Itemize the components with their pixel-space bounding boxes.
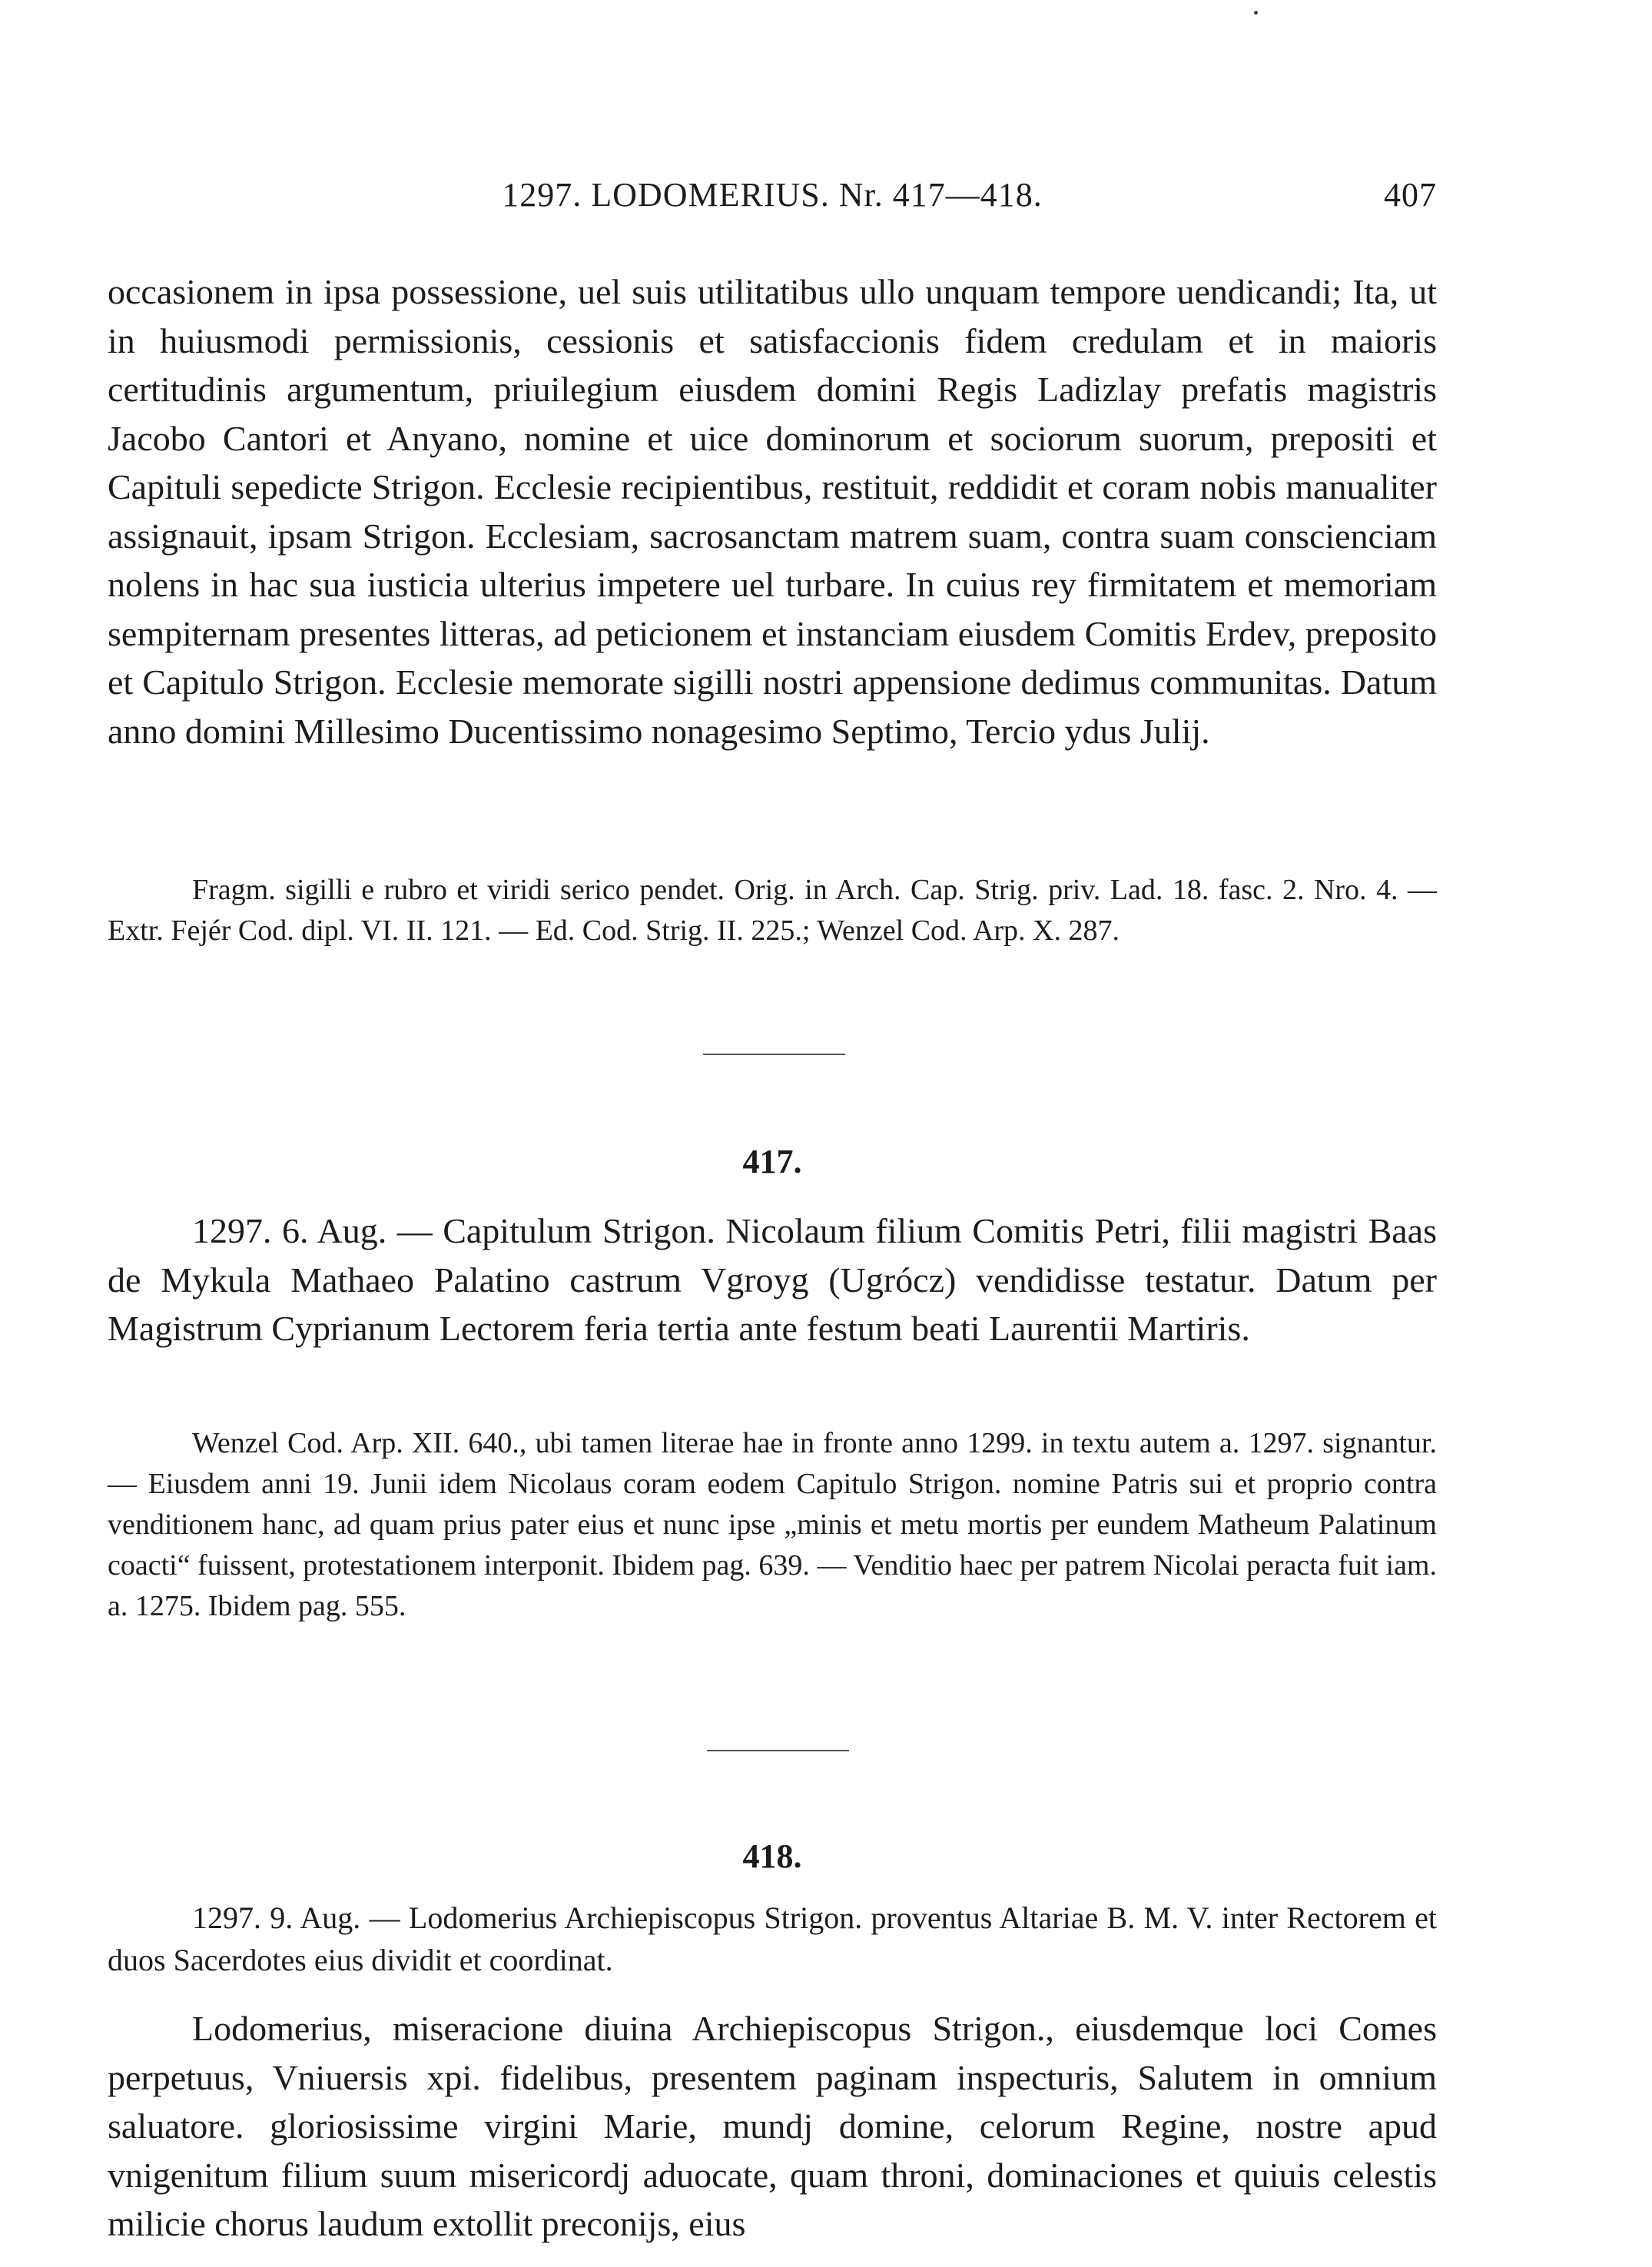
document-417-summary: 1297. 6. Aug. — Capitulum Strigon. Nicolaum filium Comitis Petri, filii magistri Baas de Mykula Mathaeo Palatino castrum Vgroyg (Ugrócz) vendidisse testatur. Datum per Magistrum Cyprianum Lectorem feria tertia ante festum beati Laurentii Martiris. xyxy=(108,1211,1437,1348)
running-header xyxy=(108,175,1437,221)
document-418-text: Lodomerius, miseracione diuina Archiepiscopus Strigon., eiusdemque loci Comes perpetuus, Vniuersis xpi. fidelibus, presentem paginam inspecturis, Salutem in omnium saluatore. gloriosissime virgini Marie, mundj domine, celorum Regine, nostre apud vnigenitum filium suum misericordj aduocate, quam throni, dominaciones et quiuis celestis milicie chorus laudum extollit preconijs, eius xyxy=(108,2009,1437,2243)
continuation-section xyxy=(108,267,1437,755)
document-417-regest xyxy=(108,1207,1437,1353)
document-418-regest xyxy=(108,1897,1437,1981)
book-page xyxy=(108,0,1437,2267)
separator-rule xyxy=(703,1054,845,1055)
continuation-text: occasionem in ipsa possessione, uel suis utilitatibus ullo unquam tempore uendicandi; Ita, ut in huiusmodi permissionis, cessionis et satisfaccionis fidem credulam et in maioris certitudinis argumentum, priuilegium eiusdem domini Regis Ladizlay prefatis magistris Jacobo Cantori et Anyano, nomine et uice dominorum et sociorum suorum, prepositi et Capituli sepedicte Strigon. Ecclesie recipientibus, restituit, reddidit et coram nobis manualiter assignauit, ipsam Strigon. Ecclesiam, sacrosanctam matrem suam, contra suam conscienciam nolens in hac sua iusticia ulterius impetere uel turbare. In cuius rey firmitatem et memoriam sempiternam presentes litteras, ad peticionem et instanciam eiusdem Comitis Erdev, preposito et Capitulo Strigon. Ecclesie memorate sigilli nostri appensione dedimus communitas. Datum anno domini Millesimo Ducentissimo nonagesimo Septimo, Tercio ydus Julij. xyxy=(108,272,1437,751)
page-number: 407 xyxy=(1384,176,1437,214)
document-417-apparatus xyxy=(108,1423,1437,1627)
document-number-417: 417. xyxy=(742,1143,802,1180)
document-418-text-block xyxy=(108,2004,1437,2249)
document-418-summary: 1297. 9. Aug. — Lodomerius Archiepiscopus Strigon. proventus Altariae B. M. V. inter Rectorem et duos Sacerdotes eius dividit et coordinat. xyxy=(108,1900,1437,1977)
continuation-note: Fragm. sigilli e rubro et viridi serico pendet. Orig. in Arch. Cap. Strig. priv. Lad. 18. fasc. 2. Nro. 4. — Extr. Fejér Cod. dipl. VI. II. 121. — Ed. Cod. Strig. II. 225.; Wenzel Cod. Arp. X. 287. xyxy=(108,874,1437,947)
separator-rule xyxy=(707,1750,849,1751)
continuation-apparatus xyxy=(108,870,1437,951)
document-417-note: Wenzel Cod. Arp. XII. 640., ubi tamen literae hae in fronte anno 1299. in textu autem a. 1297. signantur. — Eiusdem anni 19. Junii idem Nicolaus coram eodem Capitulo Strigon. nomine Patris sui et proprio contra venditionem hanc, ad quam prius pater eius et nunc ipse „minis et metu mortis per eundem Matheum Palatinum coacti“ fuissent, protestationem interponit. Ibidem pag. 639. — Venditio haec per patrem Nicolai peracta fuit iam. a. 1275. Ibidem pag. 555. xyxy=(108,1427,1437,1622)
running-header-title: 1297. LODOMERIUS. Nr. 417—418. xyxy=(502,176,1043,214)
document-number-418: 418. xyxy=(742,1837,802,1875)
